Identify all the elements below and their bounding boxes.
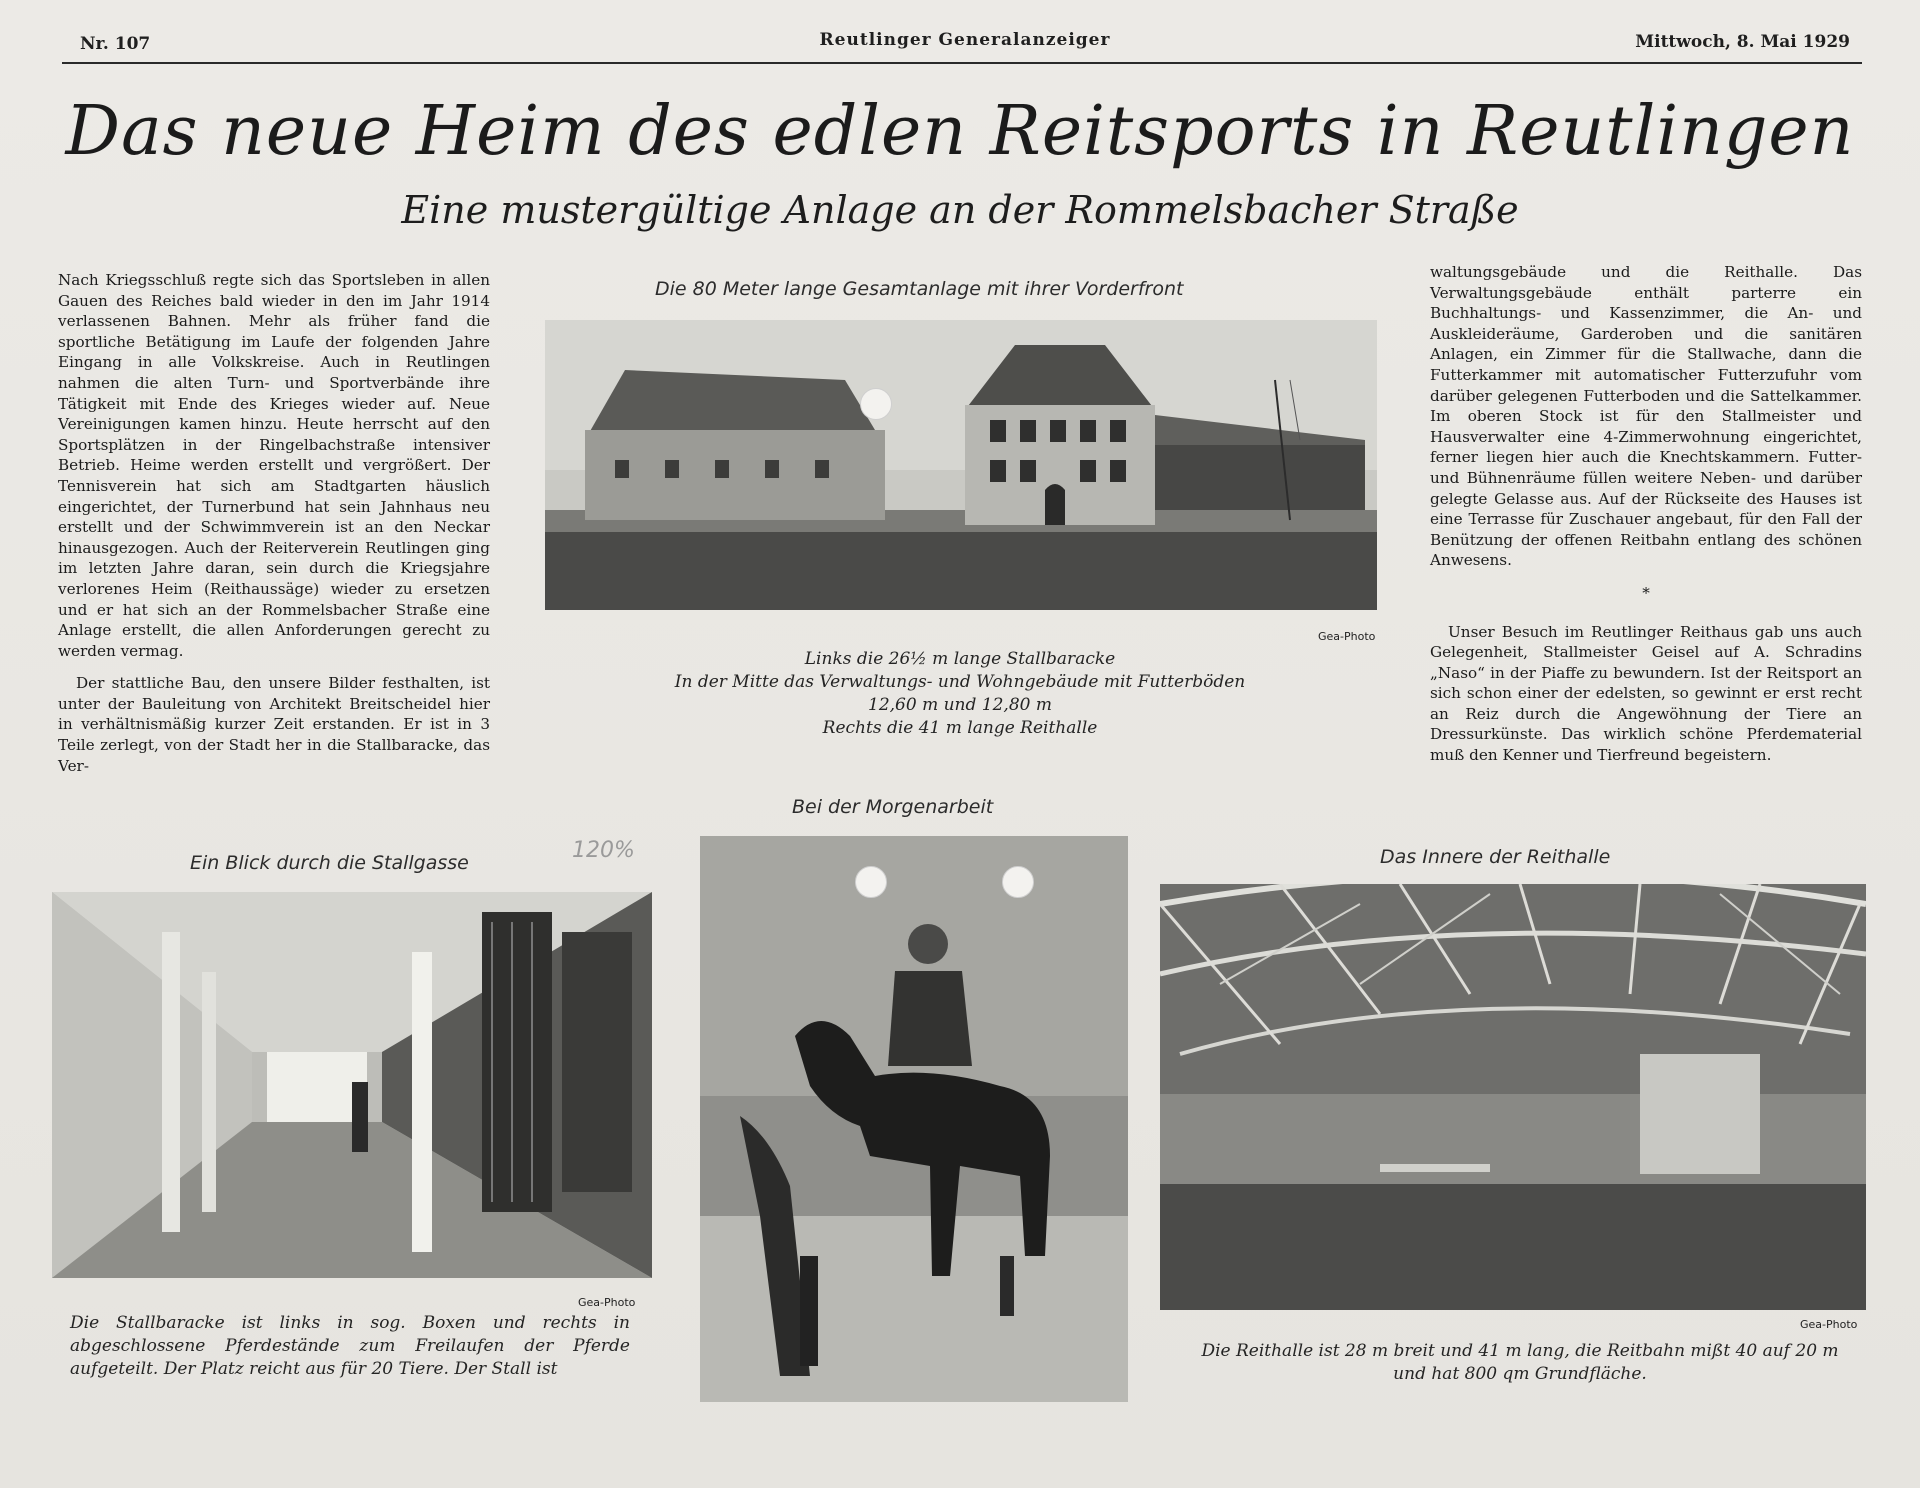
caption-line: In der Mitte das Verwaltungs- und Wohngebäude mit Futterböden: [674, 672, 1246, 692]
photo-rider-horse: [700, 836, 1128, 1402]
separator-asterisk: *: [1642, 583, 1650, 602]
photo-caption-hall: Die Reithalle ist 28 m breit und 41 m lang, die Reitbahn mißt 40 auf 20 m und hat 800 qm Grundfläche.: [1201, 1341, 1839, 1384]
paragraph: Nach Kriegsschluß regte sich das Sportsleben in allen Gauen des Reiches bald wieder in den im Jahr 1914 verlassenen Bahnen. Mehr als früher fand die sportliche Betätigung im Laufe der folgenden Jahre Eingang in alle Volkskreise. Auch in Reutlingen nahmen die alten Turn- und Sportverbände ihre Tätigkeit mit Ende des Krieges wieder auf. Neue Vereinigungen kamen hinzu. Heute herrscht auf den Sportsplätzen in der Ringelbachstraße intensiver Betrieb. Heime werden erstellt und vergrößert. Der Tennisverein hat sich am Stadtgarten häuslich eingerichtet, der Turnerbund hat sein Jahnhaus neu erstellt und der Schwimmverein ist an den Neckar hinausgezogen. Auch der Reiterverein Reutlingen ging im letzten Jahre daran, sein durch die Kriegsjahre verlorenes Heim (Reithaussäge) wieder zu ersetzen und er hat sich an der Rommelsbacher Straße eine Anlage erstellt, die allen Anforderungen gerecht zu werden vermag.: [58, 271, 490, 660]
photo-stable-aisle: [52, 892, 652, 1278]
paragraph: Unser Besuch im Reutlinger Reithaus gab uns auch Gelegenheit, Stallmeister Geisel auf A. Schradins „Naso“ in der Piaffe zu bewundern. Ist der Reitsport an sich schon einer der edelsten, so gewinnt er erst recht an Reiz durch die Angewöhnung der Tiere an Dressurkünste. Das wirklich schöne Pferdematerial muß den Kenner und Tierfreund begeistern.: [1430, 622, 1862, 765]
newspaper-name: Reutlinger Generalanzeiger: [819, 30, 1111, 50]
photo-caption-stable: Die Stallbaracke ist links in sog. Boxen und rechts in abgeschlossene Pferdestände zum Freilaufen der Pferde aufgeteilt. Der Platz reicht aus für 20 Tiere. Der Stall ist: [70, 1313, 630, 1379]
caption-line: 12,60 m und 12,80 m: [868, 695, 1052, 715]
headline: Das neue Heim des edlen Reitsports in Reutlingen: [65, 92, 1855, 171]
punch-hole: [1002, 866, 1034, 898]
paragraph: waltungsgebäude und die Reithalle. Das Verwaltungsgebäude enthält parterre ein Buchhaltungs- und Kassenzimmer, die An- und Auskleideräume, Garderoben und die sanitären Anlagen, ein Zimmer für die Stallwache, dann die Futterkammer mit automatischer Futterzufuhr vom darüber gelegenen Futterboden und die Sattelkammer. Im oberen Stock ist für den Stallmeister und Hausverwalter eine 4-Zimmerwohnung eingerichtet, ferner liegen hier auch die Knechtskammern. Futter- und Bühnenräume füllen weitere Neben- und darüber gelegte Gelasse aus. Auf der Rückseite des Hauses ist eine Terrasse für Zuschauer angebaut, für den Fall der Benützung der offenen Reitbahn entlang des schönen Anwesens.: [1430, 263, 1862, 570]
photo-caption-facility: [600, 648, 1320, 740]
photo-credit: Gea-Photo: [1318, 630, 1376, 643]
masthead-rule: [62, 62, 1862, 64]
subheadline: Eine mustergültige Anlage an der Rommelsbacher Straße: [401, 188, 1519, 232]
issue-date: Mittwoch, 8. Mai 1929: [1635, 32, 1850, 52]
left-column: [58, 270, 490, 788]
pencil-annotation: 120%: [572, 838, 635, 863]
punch-hole: [860, 388, 892, 420]
photo-title-hall: Das Innere der Reithalle: [1380, 846, 1611, 868]
caption-line: Rechts die 41 m lange Reithalle: [822, 718, 1098, 738]
right-column: [1430, 262, 1862, 778]
photo-riding-hall-interior: [1160, 884, 1866, 1310]
photo-credit: Gea-Photo: [578, 1296, 636, 1309]
photo-title-rider: Bei der Morgenarbeit: [792, 796, 994, 818]
punch-hole: [855, 866, 887, 898]
paragraph: Der stattliche Bau, den unsere Bilder festhalten, ist unter der Bauleitung von Architekt Breitscheidel hier in verhältnismäßig kurzer Zeit erstanden. Er ist in 3 Teile zerlegt, von der Stadt her in die Stallbaracke, das Ver-: [58, 674, 490, 775]
issue-number: Nr. 107: [80, 34, 151, 54]
masthead: [80, 26, 1850, 62]
photo-title-stable: Ein Blick durch die Stallgasse: [190, 852, 469, 874]
caption-line: Links die 26½ m lange Stallbaracke: [804, 649, 1116, 669]
photo-credit: Gea-Photo: [1800, 1318, 1858, 1331]
photo-facility-front: [545, 320, 1377, 610]
photo-title-facility: Die 80 Meter lange Gesamtanlage mit ihrer Vorderfront: [655, 278, 1184, 300]
